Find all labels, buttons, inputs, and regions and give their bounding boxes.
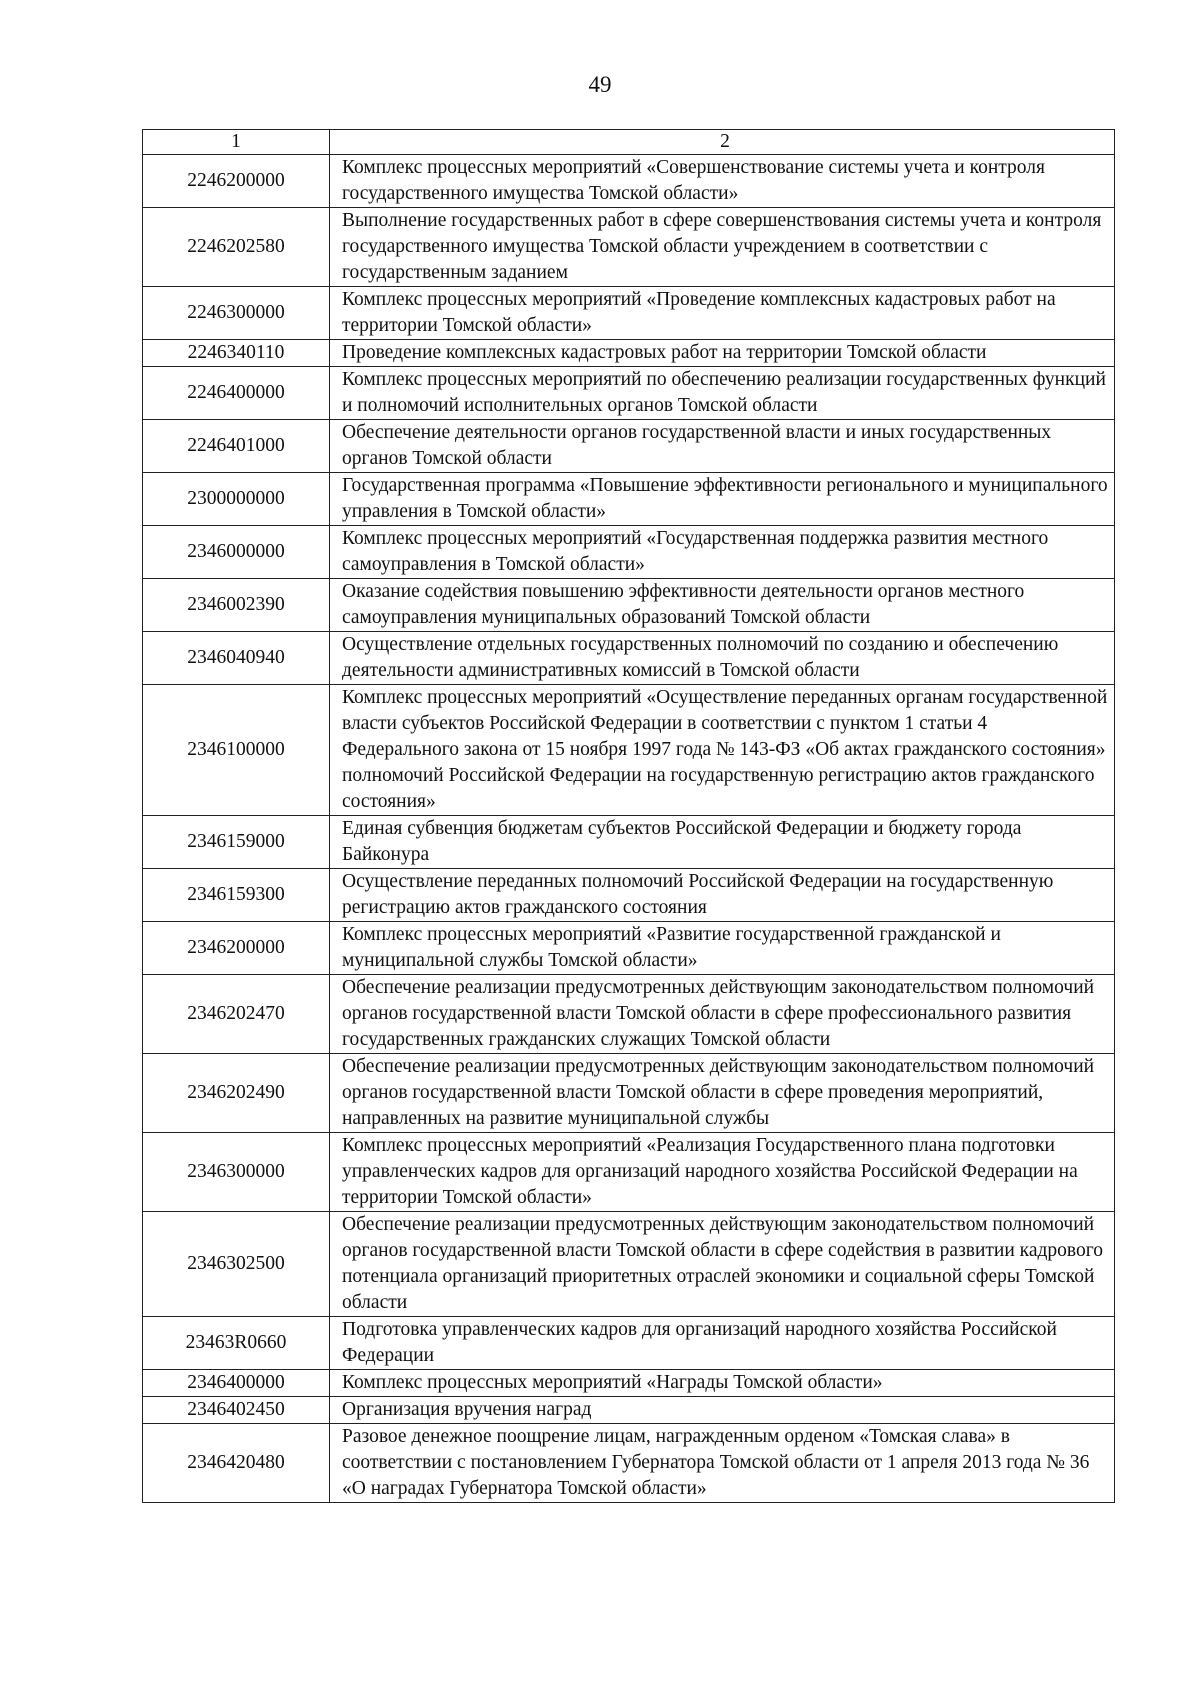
- table-row: [143, 816, 1115, 869]
- row-description: Обеспечение деятельности органов государственной власти и иных государственных органов Томской области: [330, 420, 1115, 473]
- page-number: 49: [588, 72, 612, 97]
- row-code: 2246202580: [143, 208, 330, 287]
- row-description: Комплекс процессных мероприятий «Государственная поддержка развития местного самоуправления в Томской области»: [330, 526, 1115, 579]
- table-row: [143, 922, 1115, 975]
- column-header-code: 1: [143, 130, 330, 155]
- table-row: [143, 869, 1115, 922]
- table-row: [143, 287, 1115, 340]
- table-row: [143, 155, 1115, 208]
- row-description: Осуществление отдельных государственных полномочий по созданию и обеспечению деятельности административных комиссий в Томской области: [330, 632, 1115, 685]
- row-description: Проведение комплексных кадастровых работ на территории Томской области: [330, 340, 1115, 367]
- row-description: Комплекс процессных мероприятий «Совершенствование системы учета и контроля государственного имущества Томской области»: [330, 155, 1115, 208]
- table-row: [143, 340, 1115, 367]
- table-row: [143, 367, 1115, 420]
- row-description: Выполнение государственных работ в сфере совершенствования системы учета и контроля государственного имущества Томской области учреждением в соответствии с государственным заданием: [330, 208, 1115, 287]
- row-description: Оказание содействия повышению эффективности деятельности органов местного самоуправления муниципальных образований Томской области: [330, 579, 1115, 632]
- row-description: Обеспечение реализации предусмотренных действующим законодательством полномочий органов государственной власти Томской области в сфере проведения мероприятий, направленных на развитие муниципальной службы: [330, 1054, 1115, 1133]
- table-row: [143, 632, 1115, 685]
- row-description: Комплекс процессных мероприятий «Осуществление переданных органам государственной власти субъектов Российской Федерации в соответствии с пунктом 1 статьи 4 Федерального закона от 15 ноября 1997 года № 143-ФЗ «Об актах гражданского состояния» полномочий Российской Федерации на государственную регистрацию актов гражданского состояния»: [330, 685, 1115, 816]
- row-description: Организация вручения наград: [330, 1397, 1115, 1424]
- row-code: 2346100000: [143, 685, 330, 816]
- row-code: 2300000000: [143, 473, 330, 526]
- row-code: 2346200000: [143, 922, 330, 975]
- row-description: Разовое денежное поощрение лицам, награжденным орденом «Томская слава» в соответствии с постановлением Губернатора Томской области от 1 апреля 2013 года № 36 «О наградах Губернатора Томской области»: [330, 1424, 1115, 1503]
- table-row: [143, 208, 1115, 287]
- row-description: Комплекс процессных мероприятий по обеспечению реализации государственных функций и полномочий исполнительных органов Томской области: [330, 367, 1115, 420]
- row-code: 2346159300: [143, 869, 330, 922]
- table-row: [143, 420, 1115, 473]
- row-code: 2346300000: [143, 1133, 330, 1212]
- row-code: 23463R0660: [143, 1317, 330, 1370]
- row-code: 2346402450: [143, 1397, 330, 1424]
- budget-classification-table: [142, 129, 1115, 1503]
- row-code: 2346040940: [143, 632, 330, 685]
- table-row: [143, 526, 1115, 579]
- row-description: Комплекс процессных мероприятий «Проведение комплексных кадастровых работ на территории Томской области»: [330, 287, 1115, 340]
- row-code: 2346000000: [143, 526, 330, 579]
- column-header-name: 2: [330, 130, 1115, 155]
- row-description: Обеспечение реализации предусмотренных действующим законодательством полномочий органов государственной власти Томской области в сфере содействия в развитии кадрового потенциала организаций приоритетных отраслей экономики и социальной сферы Томской области: [330, 1212, 1115, 1317]
- table-row: [143, 1397, 1115, 1424]
- table-row: [143, 1317, 1115, 1370]
- table-row: [143, 1424, 1115, 1503]
- row-description: Единая субвенция бюджетам субъектов Российской Федерации и бюджету города Байконура: [330, 816, 1115, 869]
- table-row: [143, 579, 1115, 632]
- table-header-row: [143, 130, 1115, 155]
- row-code: 2346302500: [143, 1212, 330, 1317]
- table-row: [143, 1370, 1115, 1397]
- table-row: [143, 1054, 1115, 1133]
- row-code: 2246340110: [143, 340, 330, 367]
- table-row: [143, 473, 1115, 526]
- row-code: 2346400000: [143, 1370, 330, 1397]
- row-code: 2346420480: [143, 1424, 330, 1503]
- row-description: Подготовка управленческих кадров для организаций народного хозяйства Российской Федерации: [330, 1317, 1115, 1370]
- row-code: 2246401000: [143, 420, 330, 473]
- row-description: Комплекс процессных мероприятий «Награды Томской области»: [330, 1370, 1115, 1397]
- row-description: Обеспечение реализации предусмотренных действующим законодательством полномочий органов государственной власти Томской области в сфере профессионального развития государственных гражданских служащих Томской области: [330, 975, 1115, 1054]
- row-description: Комплекс процессных мероприятий «Развитие государственной гражданской и муниципальной службы Томской области»: [330, 922, 1115, 975]
- table-row: [143, 685, 1115, 816]
- row-code: 2246200000: [143, 155, 330, 208]
- table-row: [143, 975, 1115, 1054]
- row-code: 2346202470: [143, 975, 330, 1054]
- row-code: 2346202490: [143, 1054, 330, 1133]
- row-code: 2346002390: [143, 579, 330, 632]
- row-description: Комплекс процессных мероприятий «Реализация Государственного плана подготовки управленческих кадров для организаций народного хозяйства Российской Федерации на территории Томской области»: [330, 1133, 1115, 1212]
- row-code: 2346159000: [143, 816, 330, 869]
- row-code: 2246300000: [143, 287, 330, 340]
- table-row: [143, 1133, 1115, 1212]
- row-description: Государственная программа «Повышение эффективности регионального и муниципального управления в Томской области»: [330, 473, 1115, 526]
- table-row: [143, 1212, 1115, 1317]
- row-code: 2246400000: [143, 367, 330, 420]
- row-description: Осуществление переданных полномочий Российской Федерации на государственную регистрацию актов гражданского состояния: [330, 869, 1115, 922]
